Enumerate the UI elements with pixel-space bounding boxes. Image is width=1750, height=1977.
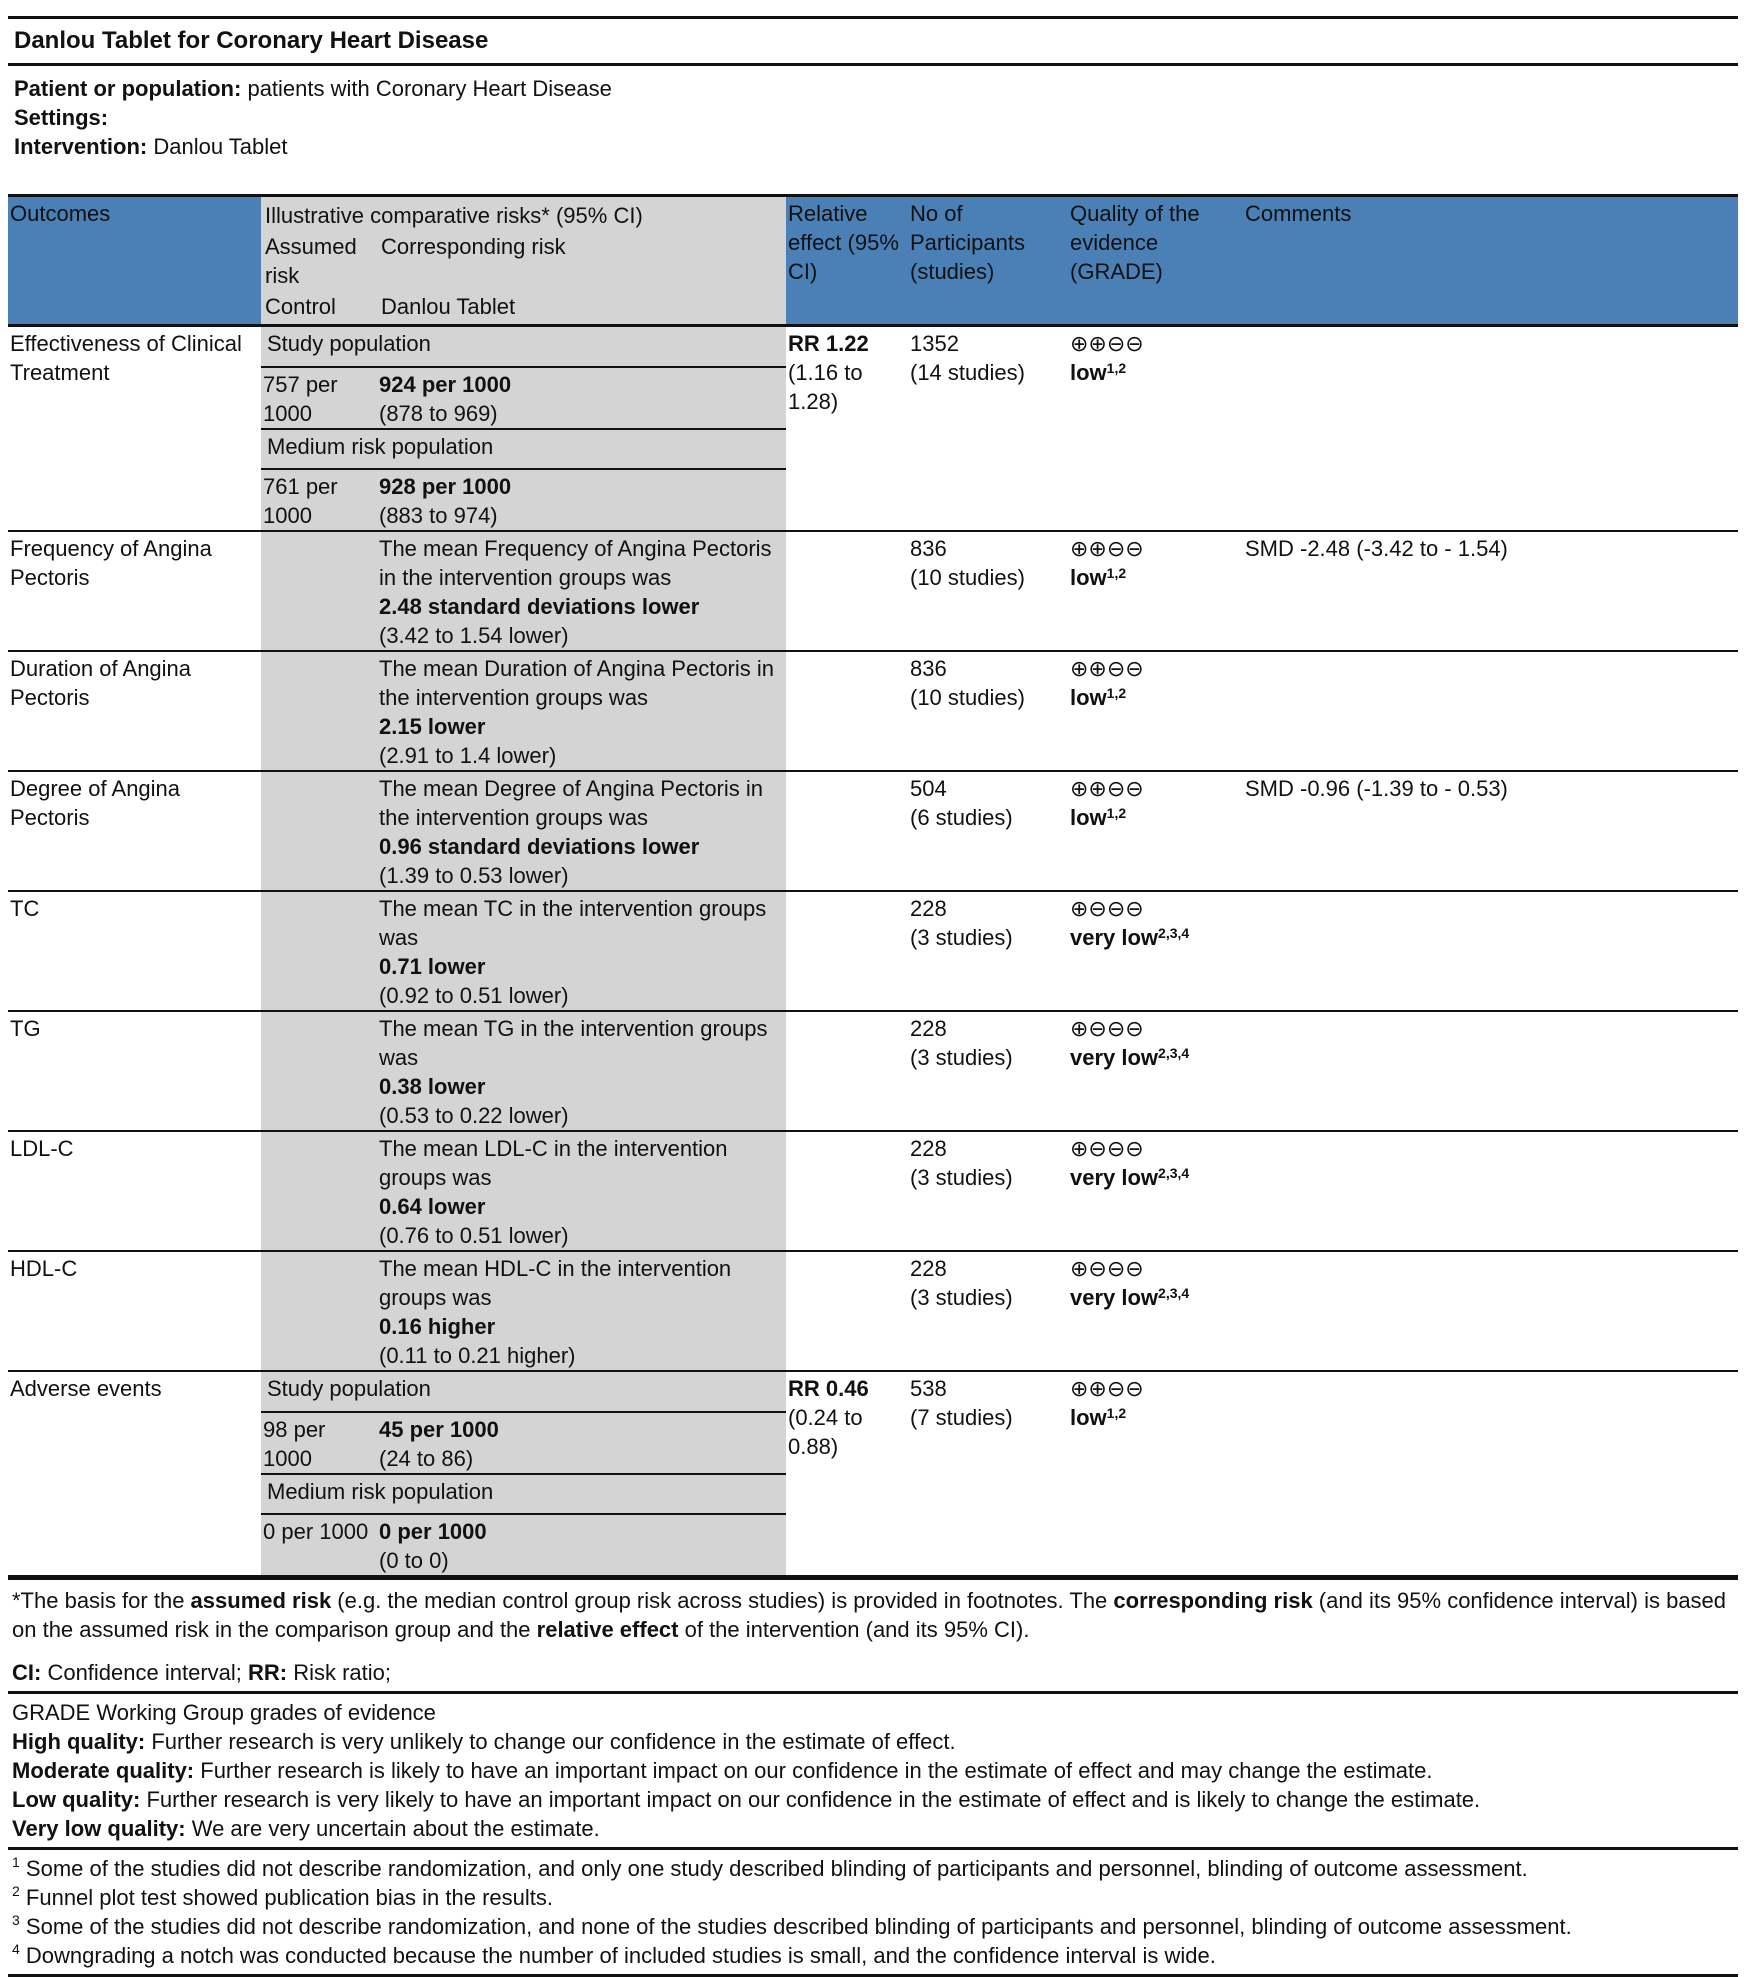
participants-cell — [908, 1251, 1068, 1371]
footnote — [12, 1883, 1734, 1912]
participants-cell — [908, 1011, 1068, 1131]
population-label: Medium risk population — [261, 1474, 786, 1514]
study-count: (3 studies) — [910, 1165, 1013, 1190]
outcome-name: HDL-C — [8, 1251, 261, 1371]
footnotes — [8, 1847, 1738, 1977]
header-illustrative-title: Illustrative comparative risks* (95% CI) — [265, 203, 643, 228]
risk-subtable — [261, 1372, 786, 1575]
footnote-number: 4 — [12, 1941, 20, 1957]
continuous-effect — [261, 652, 786, 770]
grade-label-line — [1070, 1043, 1241, 1072]
outcome-name: Effectiveness of Clinical Treatment — [8, 326, 261, 532]
note-bold: assumed risk — [190, 1588, 332, 1613]
note-text: *The basis for the — [12, 1588, 191, 1613]
footnote-text: Some of the studies did not describe randomization, and only one study described blinding of participants and personnel, blinding of outcome assessment. — [19, 1856, 1528, 1881]
study-count: (10 studies) — [910, 685, 1025, 710]
mean-difference: 2.48 standard deviations lower — [379, 594, 700, 619]
header-row — [8, 196, 1738, 326]
population-values-row — [261, 1412, 786, 1474]
participant-count: 1352 — [910, 331, 959, 356]
grade-heading: GRADE Working Group grades of evidence — [12, 1700, 436, 1725]
header-control: Control — [265, 294, 336, 319]
grade-label: low — [1070, 360, 1107, 385]
grade-label-line — [1070, 563, 1241, 592]
settings-label: Settings: — [14, 105, 109, 130]
participants-cell — [908, 1371, 1068, 1576]
header-corresponding-risk: Corresponding risk — [381, 234, 566, 259]
grade-rating-icon: ⊕⊖⊖⊖ — [1070, 896, 1144, 921]
corresponding-risk-value — [377, 1514, 786, 1575]
relative-effect-cell — [786, 1131, 908, 1251]
comments-cell — [1243, 891, 1738, 1011]
footnote-text: Downgrading a notch was conducted because the number of included studies is small, and the confidence interval is wide. — [19, 1943, 1216, 1968]
header-outcomes: Outcomes — [8, 196, 261, 326]
mean-difference: 0.71 lower — [379, 954, 486, 979]
header-participants: No of Participants (studies) — [908, 196, 1068, 326]
abbrev-ci-label: CI: — [12, 1660, 42, 1685]
comments-cell: SMD -2.48 (-3.42 to - 1.54) — [1243, 531, 1738, 651]
relative-effect: RR 1.22 — [788, 331, 869, 356]
abbreviations — [8, 1644, 1738, 1691]
grade-label: very low — [1070, 1285, 1159, 1310]
grade-footnote-refs: 1,2 — [1106, 805, 1127, 821]
header-intervention: Danlou Tablet — [381, 294, 516, 319]
grade-definition-label: High quality: — [12, 1729, 146, 1754]
table-body — [8, 326, 1738, 1577]
continuous-effect — [261, 1252, 786, 1370]
grade-label: very low — [1070, 1165, 1159, 1190]
relative-effect-cell — [786, 531, 908, 651]
footnote — [12, 1941, 1734, 1970]
study-count: (3 studies) — [910, 1045, 1013, 1070]
quality-cell — [1068, 891, 1243, 1011]
participant-count: 538 — [910, 1376, 947, 1401]
population-values-row — [261, 367, 786, 429]
corresponding-risk-value — [377, 367, 786, 429]
grade-rating-icon: ⊕⊕⊖⊖ — [1070, 536, 1144, 561]
study-count: (7 studies) — [910, 1405, 1013, 1430]
mean-difference-ci: (0.92 to 0.51 lower) — [379, 983, 569, 1008]
participant-count: 228 — [910, 1256, 947, 1281]
grade-rating-icon: ⊕⊖⊖⊖ — [1070, 1256, 1144, 1281]
intervention-value: Danlou Tablet — [153, 134, 288, 159]
risk-cell — [261, 651, 786, 771]
mean-difference: 0.38 lower — [379, 1074, 486, 1099]
participant-count: 504 — [910, 776, 947, 801]
risk-cell — [261, 1371, 786, 1576]
table-title: Danlou Tablet for Coronary Heart Disease — [14, 27, 489, 54]
assumed-risk-value: 0 per 1000 — [261, 1514, 377, 1575]
population-line — [14, 74, 1732, 103]
table-meta — [8, 66, 1738, 194]
risk-cell — [261, 326, 786, 532]
grade-definition-text: Further research is likely to have an important impact on our confidence in the estimate of effect and may change the estimate. — [194, 1758, 1433, 1783]
participants-cell — [908, 651, 1068, 771]
quality-cell — [1068, 1371, 1243, 1576]
corresponding-risk-ci: (0 to 0) — [379, 1548, 449, 1573]
grade-footnote-refs: 1,2 — [1106, 1405, 1127, 1421]
participants-cell — [908, 1131, 1068, 1251]
participants-cell — [908, 531, 1068, 651]
participant-count: 228 — [910, 1016, 947, 1041]
grade-label: very low — [1070, 925, 1159, 950]
grade-rating-icon: ⊕⊖⊖⊖ — [1070, 1136, 1144, 1161]
quality-cell — [1068, 651, 1243, 771]
table-row — [8, 651, 1738, 771]
corresponding-risk: 928 per 1000 — [379, 474, 512, 499]
outcome-name: TC — [8, 891, 261, 1011]
population-label: Medium risk population — [261, 429, 786, 469]
risk-cell — [261, 1011, 786, 1131]
population-label: Patient or population: — [14, 76, 242, 101]
corresponding-risk: 0 per 1000 — [379, 1519, 487, 1544]
participant-count: 228 — [910, 1136, 947, 1161]
grade-footnote-refs: 1,2 — [1106, 685, 1127, 701]
grade-label-line — [1070, 923, 1241, 952]
assumed-risk-value: 757 per 1000 — [261, 367, 377, 429]
study-count: (3 studies) — [910, 925, 1013, 950]
grade-label-line — [1070, 358, 1241, 387]
relative-effect-ci: (1.16 to 1.28) — [788, 360, 863, 414]
quality-cell — [1068, 1131, 1243, 1251]
grade-definition-text: Further research is very likely to have an important impact on our confidence in the estimate of effect and is likely to change the estimate. — [140, 1787, 1481, 1812]
assumed-risk-value: 98 per 1000 — [261, 1412, 377, 1474]
relative-effect-cell — [786, 1011, 908, 1131]
grade-footnote-refs: 1,2 — [1106, 360, 1127, 376]
grade-label: low — [1070, 565, 1107, 590]
comments-cell: SMD -0.96 (-1.39 to - 0.53) — [1243, 771, 1738, 891]
quality-cell — [1068, 531, 1243, 651]
population-values-row — [261, 469, 786, 530]
risk-subtable — [261, 327, 786, 530]
mean-text: The mean HDL-C in the intervention groups was — [379, 1256, 732, 1310]
relative-effect-cell — [786, 1371, 908, 1576]
assumed-risk-note — [8, 1577, 1738, 1644]
grade-footnote-refs: 2,3,4 — [1158, 1165, 1190, 1181]
grade-footnote-refs: 2,3,4 — [1158, 925, 1190, 941]
grade-label-line — [1070, 683, 1241, 712]
participants-cell — [908, 891, 1068, 1011]
footnote-number: 1 — [12, 1854, 20, 1870]
population-value: patients with Coronary Heart Disease — [247, 76, 612, 101]
population-label-row — [261, 1372, 786, 1412]
study-count: (6 studies) — [910, 805, 1013, 830]
participant-count: 228 — [910, 896, 947, 921]
quality-cell — [1068, 1251, 1243, 1371]
grade-definition-label: Moderate quality: — [12, 1758, 195, 1783]
grade-definition — [12, 1814, 1734, 1843]
comments-cell — [1243, 1251, 1738, 1371]
intervention-label: Intervention: — [14, 134, 148, 159]
grade-items — [12, 1727, 1734, 1843]
risk-cell — [261, 531, 786, 651]
table-row — [8, 531, 1738, 651]
mean-text: The mean LDL-C in the intervention groups was — [379, 1136, 728, 1190]
table-row — [8, 326, 1738, 532]
mean-difference-ci: (2.91 to 1.4 lower) — [379, 743, 557, 768]
population-label-row — [261, 327, 786, 367]
header-assumed-risk: Assumed risk — [265, 234, 357, 288]
abbrev-ci-text: Confidence interval; — [41, 1660, 248, 1685]
corresponding-risk-value — [377, 469, 786, 530]
relative-effect: RR 0.46 — [788, 1376, 869, 1401]
grade-definition-label: Very low quality: — [12, 1816, 186, 1841]
grade-label: low — [1070, 805, 1107, 830]
continuous-effect — [261, 892, 786, 1010]
grade-label-line — [1070, 1163, 1241, 1192]
intervention-line — [14, 132, 1732, 161]
corresponding-risk-ci: (24 to 86) — [379, 1446, 474, 1471]
footnote-text: Funnel plot test showed publication bias in the results. — [19, 1885, 553, 1910]
risk-cell — [261, 1251, 786, 1371]
grade-label: low — [1070, 685, 1107, 710]
relative-effect-cell — [786, 651, 908, 771]
relative-effect-cell — [786, 891, 908, 1011]
participants-cell — [908, 771, 1068, 891]
continuous-effect — [261, 532, 786, 650]
population-label-row — [261, 1474, 786, 1514]
grade-definition — [12, 1727, 1734, 1756]
table-row — [8, 1131, 1738, 1251]
relative-effect-ci: (0.24 to 0.88) — [788, 1405, 863, 1459]
footnote — [12, 1854, 1734, 1883]
footnote-number: 3 — [12, 1912, 20, 1928]
grade-label: low — [1070, 1405, 1107, 1430]
grade-rating-icon: ⊕⊕⊖⊖ — [1070, 1376, 1144, 1401]
note-text: of the intervention (and its 95% CI). — [678, 1617, 1030, 1642]
footnote-number: 2 — [12, 1883, 20, 1899]
grade-rating-icon: ⊕⊕⊖⊖ — [1070, 776, 1144, 801]
study-count: (14 studies) — [910, 360, 1025, 385]
corresponding-risk-ci: (883 to 974) — [379, 503, 498, 528]
quality-cell — [1068, 1011, 1243, 1131]
risk-cell — [261, 891, 786, 1011]
quality-cell — [1068, 771, 1243, 891]
participant-count: 836 — [910, 656, 947, 681]
grade-footnote-refs: 1,2 — [1106, 565, 1127, 581]
mean-text: The mean TC in the intervention groups was — [379, 896, 767, 950]
comments-cell — [1243, 1371, 1738, 1576]
outcome-name: Degree of Angina Pectoris — [8, 771, 261, 891]
grade-definition-text: We are very uncertain about the estimate. — [185, 1816, 600, 1841]
grade-rating-icon: ⊕⊖⊖⊖ — [1070, 1016, 1144, 1041]
grade-footnote-refs: 2,3,4 — [1158, 1045, 1190, 1061]
grade-definition-label: Low quality: — [12, 1787, 141, 1812]
corresponding-risk-value — [377, 1412, 786, 1474]
continuous-effect — [261, 1132, 786, 1250]
assumed-risk-value: 761 per 1000 — [261, 469, 377, 530]
grade-label-line — [1070, 803, 1241, 832]
grade-label-line — [1070, 1403, 1241, 1432]
study-count: (10 studies) — [910, 565, 1025, 590]
mean-difference-ci: (0.76 to 0.51 lower) — [379, 1223, 569, 1248]
mean-difference: 0.96 standard deviations lower — [379, 834, 700, 859]
note-bold: corresponding risk — [1113, 1588, 1313, 1613]
comments-cell — [1243, 1011, 1738, 1131]
table-row — [8, 1011, 1738, 1131]
grade-label-line — [1070, 1283, 1241, 1312]
note-text: (and its 95% confidence interval) is based on the assumed risk in the comparison group and the — [12, 1588, 1727, 1642]
population-values-row — [261, 1514, 786, 1575]
table-row — [8, 771, 1738, 891]
header-relative-effect: Relative effect (95% CI) — [786, 196, 908, 326]
table-row — [8, 1371, 1738, 1576]
study-count: (3 studies) — [910, 1285, 1013, 1310]
mean-difference-ci: (0.11 to 0.21 higher) — [379, 1343, 576, 1368]
population-label: Study population — [261, 327, 786, 367]
grade-definition-text: Further research is very unlikely to change our confidence in the estimate of effect. — [145, 1729, 956, 1754]
header-comments: Comments — [1243, 196, 1738, 326]
header-illustrative-risks — [261, 196, 786, 326]
grade-definitions — [8, 1691, 1738, 1847]
abbrev-rr-text: Risk ratio; — [287, 1660, 392, 1685]
risk-cell — [261, 1131, 786, 1251]
grade-rating-icon: ⊕⊕⊖⊖ — [1070, 331, 1144, 356]
corresponding-risk-ci: (878 to 969) — [379, 401, 498, 426]
outcome-name: Adverse events — [8, 1371, 261, 1576]
table-row — [8, 1251, 1738, 1371]
outcome-name: Frequency of Angina Pectoris — [8, 531, 261, 651]
participants-cell — [908, 326, 1068, 532]
corresponding-risk: 45 per 1000 — [379, 1417, 499, 1442]
header-quality: Quality of the evidence (GRADE) — [1068, 196, 1243, 326]
mean-text: The mean Frequency of Angina Pectoris in the intervention groups was — [379, 536, 772, 590]
grade-rating-icon: ⊕⊕⊖⊖ — [1070, 656, 1144, 681]
relative-effect-cell — [786, 1251, 908, 1371]
grade-label: very low — [1070, 1045, 1159, 1070]
mean-difference-ci: (1.39 to 0.53 lower) — [379, 863, 569, 888]
mean-difference-ci: (3.42 to 1.54 lower) — [379, 623, 569, 648]
comments-cell — [1243, 326, 1738, 532]
mean-text: The mean Degree of Angina Pectoris in the intervention groups was — [379, 776, 764, 830]
summary-of-findings-document — [8, 16, 1738, 1977]
continuous-effect — [261, 1012, 786, 1130]
continuous-effect — [261, 772, 786, 890]
note-text: (e.g. the median control group risk across studies) is provided in footnotes. The — [331, 1588, 1114, 1613]
footnote — [12, 1912, 1734, 1941]
mean-difference: 0.16 higher — [379, 1314, 496, 1339]
relative-effect-cell — [786, 771, 908, 891]
participant-count: 836 — [910, 536, 947, 561]
comments-cell — [1243, 651, 1738, 771]
relative-effect-cell — [786, 326, 908, 532]
abbrev-rr-label: RR: — [248, 1660, 288, 1685]
grade-definition — [12, 1785, 1734, 1814]
quality-cell — [1068, 326, 1243, 532]
grade-footnote-refs: 2,3,4 — [1158, 1285, 1190, 1301]
settings-line — [14, 103, 1732, 132]
table-row — [8, 891, 1738, 1011]
outcome-name: TG — [8, 1011, 261, 1131]
population-label-row — [261, 429, 786, 469]
outcome-name: LDL-C — [8, 1131, 261, 1251]
population-label: Study population — [261, 1372, 786, 1412]
footnote-text: Some of the studies did not describe randomization, and none of the studies described blinding of participants and personnel, blinding of outcome assessment. — [19, 1914, 1572, 1939]
outcome-name: Duration of Angina Pectoris — [8, 651, 261, 771]
grade-definition — [12, 1756, 1734, 1785]
mean-text: The mean TG in the intervention groups was — [379, 1016, 768, 1070]
note-bold: relative effect — [536, 1617, 679, 1642]
corresponding-risk: 924 per 1000 — [379, 372, 512, 397]
comments-cell — [1243, 1131, 1738, 1251]
risk-cell — [261, 771, 786, 891]
mean-text: The mean Duration of Angina Pectoris in the intervention groups was — [379, 656, 775, 710]
mean-difference: 2.15 lower — [379, 714, 486, 739]
findings-table — [8, 194, 1738, 1577]
mean-difference-ci: (0.53 to 0.22 lower) — [379, 1103, 569, 1128]
mean-difference: 0.64 lower — [379, 1194, 486, 1219]
